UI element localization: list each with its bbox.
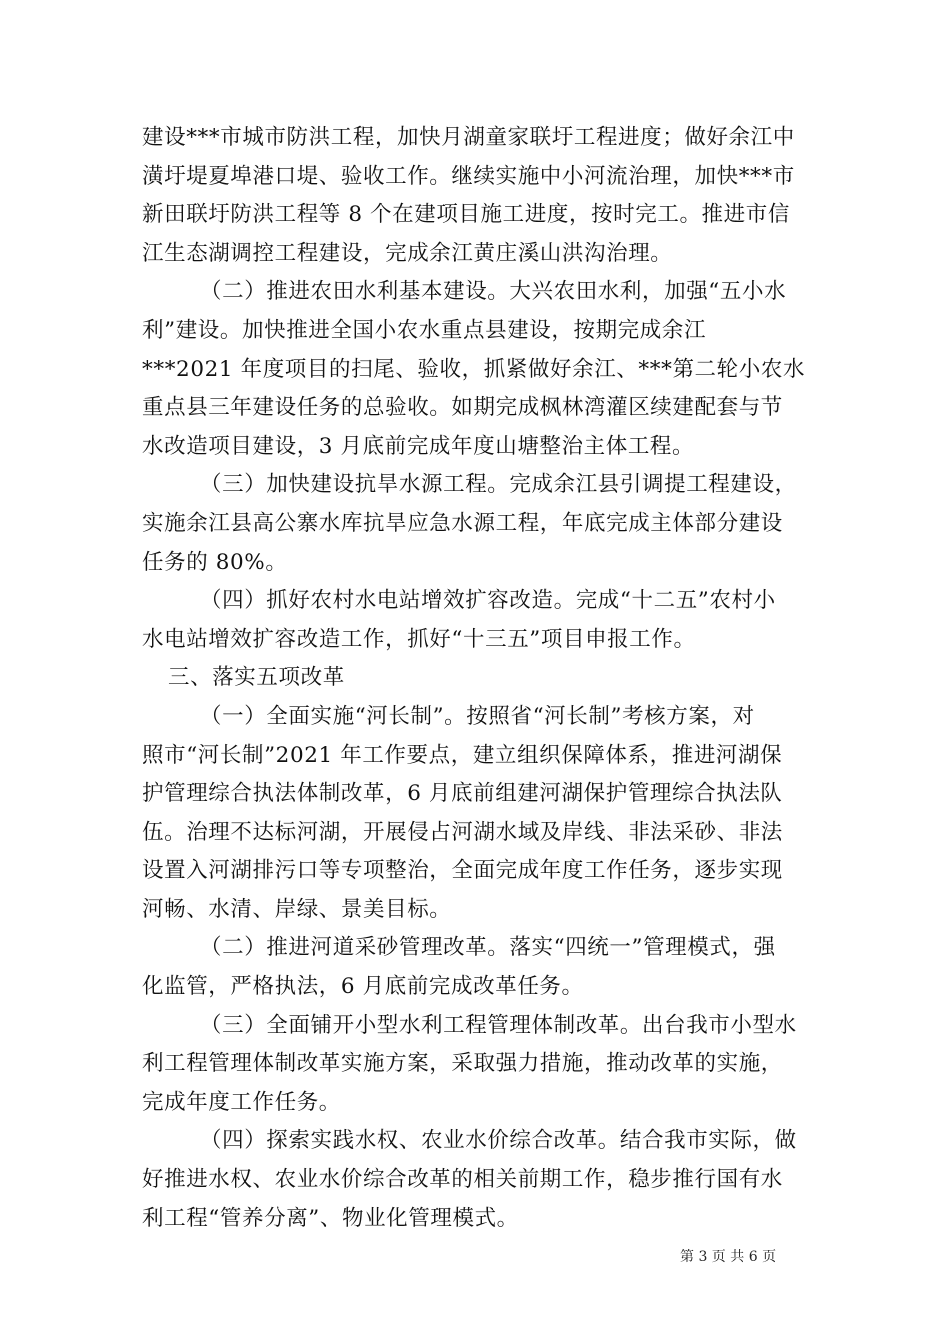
text-line: 化监管，严格执法，6 月底前完成改革任务。 (142, 974, 584, 1000)
text-line: 伍。治理不达标河湖，开展侵占河湖水域及岸线、非法采砂、非法 (142, 819, 783, 845)
paragraph-first-line: （一）全面实施“河长制”。按照省“河长制”考核方案，对 (200, 703, 755, 729)
paragraph-first-line: （二）推进河道采砂管理改革。落实“四统一”管理模式，强 (200, 935, 776, 961)
text-line: ***2021 年度项目的扫尾、验收，抓紧做好余江、***第二轮小农水 (142, 356, 806, 382)
text-line: 设置入河湖排污口等专项整治，全面完成年度工作任务，逐步实现 (142, 858, 783, 884)
paragraph-first-line: （四）探索实践水权、农业水价综合改革。结合我市实际，做 (200, 1128, 797, 1154)
paragraph-first-line: （三）加快建设抗旱水源工程。完成余江县引调提工程建设， (200, 472, 797, 498)
page-number-footer: 第 3 页 共 6 页 (680, 1249, 777, 1265)
text-line: 利工程管理体制改革实施方案，采取强力措施，推动改革的实施， (142, 1051, 783, 1077)
paragraph-first-line: （三）全面铺开小型水利工程管理体制改革。出台我市小型水 (200, 1012, 797, 1038)
text-line: 潢圩堤夏埠港口堤、验收工作。继续实施中小河流治理，加快***市 (142, 163, 795, 189)
section-heading: 三、落实五项改革 (168, 665, 345, 691)
text-line: 新田联圩防洪工程等 8 个在建项目施工进度，按时完工。推进市信 (142, 202, 790, 228)
document-body (142, 119, 810, 1238)
text-line: 利工程“管养分离”、物业化管理模式。 (142, 1205, 519, 1231)
text-line: 好推进水权、农业水价综合改革的相关前期工作，稳步推行国有水 (142, 1167, 783, 1193)
paragraph-first-line: （二）推进农田水利基本建设。大兴农田水利，加强“五小水 (200, 279, 787, 305)
text-line: 任务的 80%。 (142, 549, 288, 575)
paragraph-first-line: （四）抓好农村水电站增效扩容改造。完成“十二五”农村小 (200, 588, 776, 614)
text-line: 水改造项目建设，3 月底前完成年度山塘整治主体工程。 (142, 433, 695, 459)
text-line: 重点县三年建设任务的总验收。如期完成枫林湾灌区续建配套与节 (142, 395, 783, 421)
text-line: 建设***市城市防洪工程，加快月湖童家联圩工程进度；做好余江中 (142, 125, 795, 150)
text-line: 照市“河长制”2021 年工作要点，建立组织保障体系，推进河湖保 (142, 742, 783, 768)
text-line: 完成年度工作任务。 (142, 1089, 341, 1115)
text-line: 河畅、水清、岸绿、景美目标。 (142, 896, 452, 922)
text-line: 江生态湖调控工程建设，完成余江黄庄溪山洪沟治理。 (142, 240, 673, 266)
text-line: 护管理综合执法体制改革，6 月底前组建河湖保护管理综合执法队 (142, 781, 783, 807)
text-line: 利”建设。加快推进全国小农水重点县建设，按期完成余江 (142, 317, 707, 343)
text-line: 水电站增效扩容改造工作，抓好“十三五”项目申报工作。 (142, 626, 696, 652)
text-line: 实施余江县高公寨水库抗旱应急水源工程，年底完成主体部分建设 (142, 510, 783, 536)
